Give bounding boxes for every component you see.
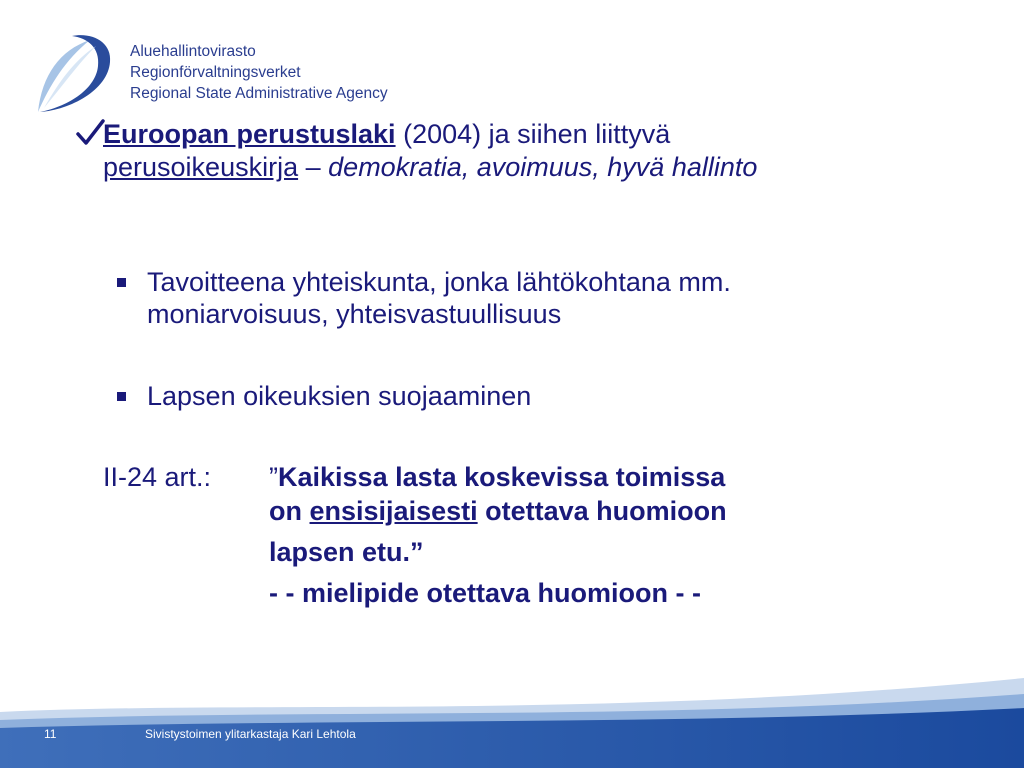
bullet-item: [117, 266, 957, 330]
footer-band: [0, 660, 1024, 768]
charter-link[interactable]: perusoikeuskirja: [103, 152, 299, 182]
organization-names: [130, 41, 388, 104]
square-bullet-icon: [117, 278, 126, 287]
quote-text: on: [269, 496, 302, 526]
checkmark-icon: [75, 118, 105, 148]
bullet-text: Tavoitteena yhteiskunta, jonka lähtökohtana mm.: [147, 267, 731, 297]
bullet-text: moniarvoisuus, yhteisvastuullisuus: [147, 299, 562, 329]
quote-text: otettava huomioon: [485, 496, 727, 526]
footer-author: Sivistystoimen ylitarkastaja Kari Lehtola: [145, 727, 356, 741]
org-name-en: Regional State Administrative Agency: [130, 85, 388, 102]
agency-logo-icon: [30, 30, 114, 114]
slide-heading: [75, 118, 995, 184]
org-name-sv: Regionförvaltningsverket: [130, 64, 301, 81]
article-quote-line: [269, 495, 727, 528]
footer-wave-icon: [0, 660, 1024, 768]
heading-year: (2004): [403, 119, 482, 149]
square-bullet-icon: [117, 392, 126, 401]
article-quote-line: - - mielipide otettava huomioon - -: [269, 578, 701, 608]
article-quote-line: [269, 461, 725, 494]
org-name-fi: Aluehallintovirasto: [130, 43, 256, 60]
quote-text: Kaikissa lasta koskevissa toimissa: [278, 462, 726, 492]
heading-values: demokratia, avoimuus, hyvä hallinto: [328, 152, 758, 182]
article-quote-line: lapsen etu.”: [269, 537, 424, 567]
page-number: 11: [44, 727, 57, 741]
open-quote: ”: [269, 462, 278, 492]
bullet-item: [117, 380, 957, 412]
bullet-text: Lapsen oikeuksien suojaaminen: [147, 381, 532, 411]
article-label: II-24 art.:: [103, 462, 212, 492]
constitution-link[interactable]: Euroopan perustuslaki: [103, 119, 396, 149]
quote-emphasis: ensisijaisesti: [309, 496, 478, 526]
heading-connector: ja siihen liittyvä: [488, 119, 671, 149]
heading-dash: –: [305, 152, 321, 182]
